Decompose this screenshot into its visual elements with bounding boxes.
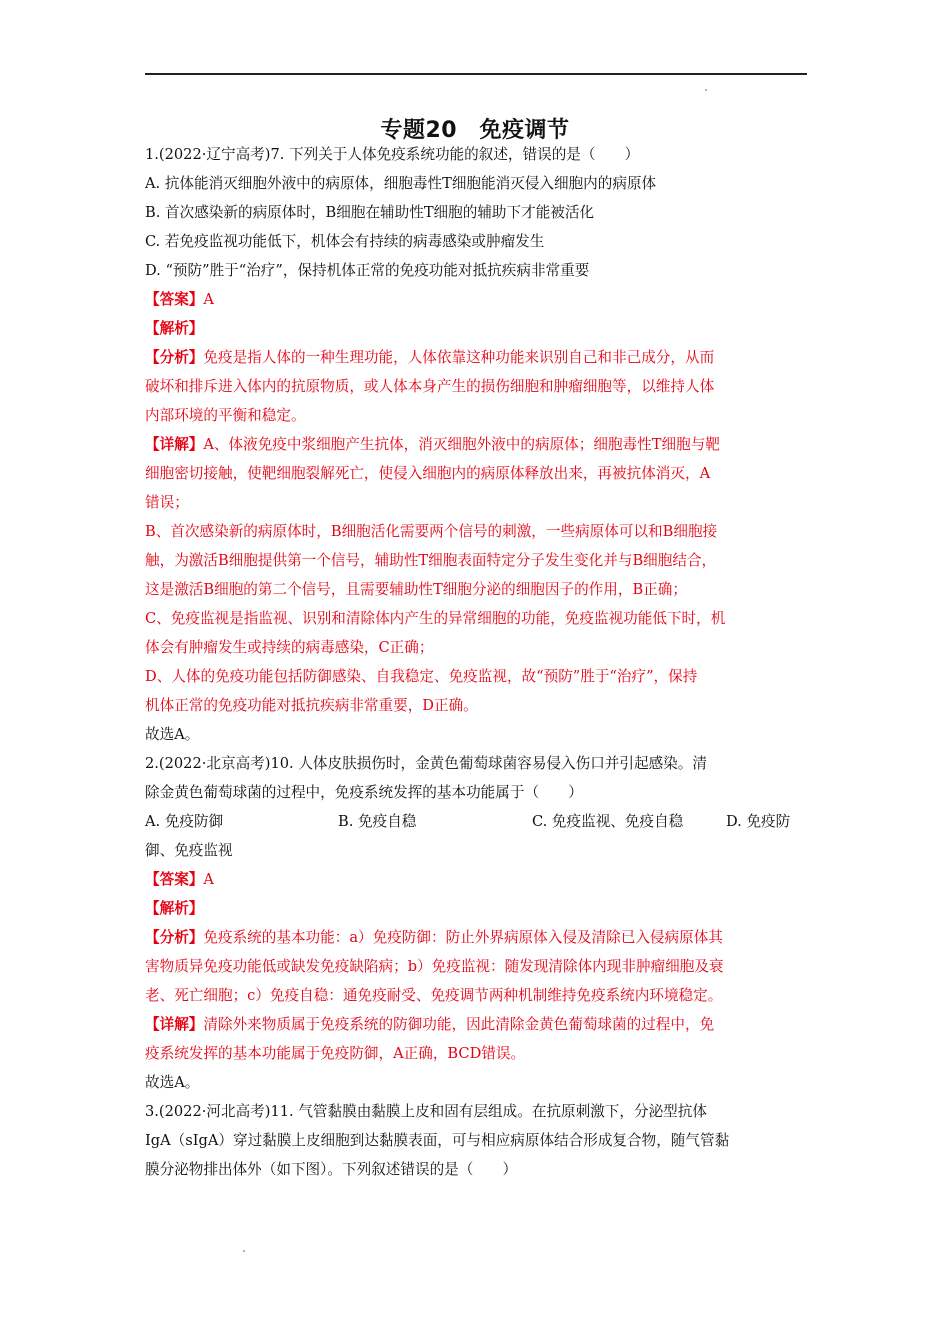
q1-option-d: D. “预防”胜于“治疗”，保持机体正常的免疫功能对抵抗疾病非常重要 xyxy=(145,262,590,279)
q1-option-a: A. 抗体能消灭细胞外液中的病原体，细胞毒性T细胞能消灭侵入细胞内的病原体 xyxy=(145,175,657,192)
answer-tag: 【答案】 xyxy=(145,291,204,308)
answer-value: A xyxy=(203,871,214,888)
q1-fenxi-line: 破坏和排斥进入体内的抗原物质，或人体本身产生的损伤细胞和肿瘤细胞等，以维持人体 xyxy=(145,378,715,395)
q2-option-d-continued: 御、免疫监视 xyxy=(145,842,233,859)
xiangjie-tag: 【详解】 xyxy=(145,1016,204,1033)
q2-option-c: C. 免疫监视、免疫自稳 xyxy=(532,813,684,830)
q1-detail-b: 触，为激活B细胞提供第一个信号，辅助性T细胞表面特定分子发生变化并与B细胞结合， xyxy=(145,552,717,569)
q3-stem: 膜分泌物排出体外（如下图）。下列叙述错误的是（ ） xyxy=(145,1161,518,1178)
q2-stem: 2.(2022·北京高考)10. 人体皮肤损伤时，金黄色葡萄球菌容易侵入伤口并引起感染。清 xyxy=(145,755,707,772)
scan-speck xyxy=(705,89,707,91)
q1-detail-a: 错误； xyxy=(145,494,189,511)
fenxi-tag: 【分析】 xyxy=(145,349,204,366)
q2-detail xyxy=(145,1010,807,1039)
fenxi-text: 免疫系统的基本功能：a）免疫防御：防止外界病原体入侵及清除已入侵病原体其 xyxy=(203,929,723,946)
q1-choose: 故选A。 xyxy=(145,726,200,743)
q1-detail-c: 体会有肿瘤发生或持续的病毒感染，C正确； xyxy=(145,639,434,656)
q3-stem: 3.(2022·河北高考)11. 气管黏膜由黏膜上皮和固有层组成。在抗原刺激下，分泌型抗体 xyxy=(145,1103,707,1120)
answer-tag: 【答案】 xyxy=(145,871,204,888)
answer-value: A xyxy=(203,291,214,308)
q2-fenxi-line: 害物质异免疫功能低或缺发免疫缺陷病；b）免疫监视：随发现清除体内现非肿瘤细胞及衰 xyxy=(145,958,724,975)
q1-stem: 1.(2022·辽宁高考)7. 下列关于人体免疫系统功能的叙述，错误的是（ ） xyxy=(145,146,640,163)
xiangjie-tag: 【详解】 xyxy=(145,436,204,453)
q2-jiexi-tag: 【解析】 xyxy=(145,900,204,917)
detail-text: A、体液免疫中浆细胞产生抗体，消灭细胞外液中的病原体；细胞毒性T细胞与靶 xyxy=(203,436,720,453)
fenxi-text: 免疫是指人体的一种生理功能，人体依靠这种功能来识别自己和非己成分，从而 xyxy=(203,349,715,366)
page-title: 专题20 免疫调节 xyxy=(380,118,570,143)
q2-answer xyxy=(145,865,807,894)
q1-fenxi-line: 内部环境的平衡和稳定。 xyxy=(145,407,306,424)
q3-stem: IgA（sIgA）穿过黏膜上皮细胞到达黏膜表面，可与相应病原体结合形成复合物，随气管黏 xyxy=(145,1132,730,1149)
q2-detail: 疫系统发挥的基本功能属于免疫防御，A正确，BCD错误。 xyxy=(145,1045,526,1062)
scan-speck xyxy=(243,1250,245,1252)
q1-option-b: B. 首次感染新的病原体时，B细胞在辅助性T细胞的辅助下才能被活化 xyxy=(145,204,595,221)
fenxi-tag: 【分析】 xyxy=(145,929,204,946)
header-rule xyxy=(145,73,807,75)
q1-detail-c: C、免疫监视是指监视、识别和清除体内产生的异常细胞的功能，免疫监视功能低下时，机 xyxy=(145,610,726,627)
q2-options-row xyxy=(145,807,807,836)
q1-detail-a: 细胞密切接触，使靶细胞裂解死亡，使侵入细胞内的病原体释放出来，再被抗体消灭，A xyxy=(145,465,711,482)
document-body xyxy=(145,140,807,1184)
q1-answer xyxy=(145,285,807,314)
q2-fenxi-line xyxy=(145,923,807,952)
q2-fenxi-line: 老、死亡细胞；c）免疫自稳：通免疫耐受、免疫调节两种机制维持免疫系统内环境稳定。 xyxy=(145,987,723,1004)
q1-jiexi-tag: 【解析】 xyxy=(145,320,204,337)
q2-option-a: A. 免疫防御 xyxy=(145,813,224,830)
q1-detail-d: 机体正常的免疫功能对抵抗疾病非常重要，D正确。 xyxy=(145,697,478,714)
q2-option-b: B. 免疫自稳 xyxy=(338,813,417,830)
q2-option-d: D. 免疫防 xyxy=(726,813,791,830)
detail-text: 清除外来物质属于免疫系统的防御功能，因此清除金黄色葡萄球菌的过程中，免 xyxy=(203,1016,715,1033)
q1-detail-b: B、首次感染新的病原体时，B细胞活化需要两个信号的刺激，一些病原体可以和B细胞接 xyxy=(145,523,718,540)
q1-fenxi-line xyxy=(145,343,807,372)
q1-detail-d: D、人体的免疫功能包括防御感染、自我稳定、免疫监视，故“预防”胜于“治疗”，保持 xyxy=(145,668,698,685)
q1-detail-b: 这是激活B细胞的第二个信号，且需要辅助性T细胞分泌的细胞因子的作用，B正确； xyxy=(145,581,687,598)
q2-stem: 除金黄色葡萄球菌的过程中，免疫系统发挥的基本功能属于（ ） xyxy=(145,784,583,801)
q2-choose: 故选A。 xyxy=(145,1074,200,1091)
q1-option-c: C. 若免疫监视功能低下，机体会有持续的病毒感染或肿瘤发生 xyxy=(145,233,545,250)
q1-detail-a xyxy=(145,430,807,459)
